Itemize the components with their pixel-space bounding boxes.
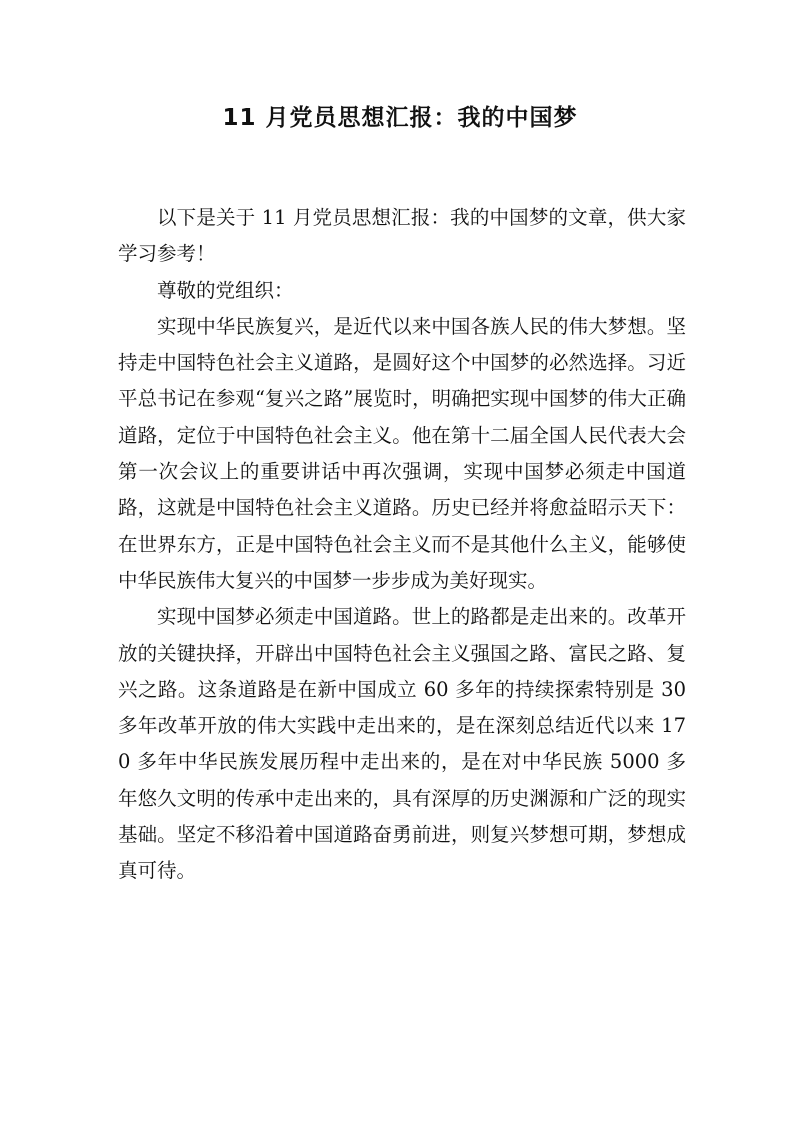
intro-paragraph: 以下是关于 11 月党员思想汇报：我的中国梦的文章，供大家学习参考！: [118, 206, 686, 266]
body-paragraph-1: 实现中华民族复兴，是近代以来中国各族人民的伟大梦想。坚持走中国特色社会主义道路，是圆好这个中国梦的必然选择。习近平总书记在参观“复兴之路”展览时，明确把实现中国梦的伟大正确道路，定位于中国特色社会主义。他在第十二届全国人民代表大会第一次会议上的重要讲话中再次强调，实现中国梦必须走中国道路，这就是中国特色社会主义道路。历史已经并将愈益昭示天下：在世界东方，正是中国特色社会主义而不是其他什么主义，能够使中华民族伟大复兴的中国梦一步步成为美好现实。: [118, 314, 686, 592]
document-title: 11 月党员思想汇报：我的中国梦: [222, 105, 578, 131]
salutation: 尊敬的党组织：: [157, 278, 294, 302]
document-body: [118, 200, 686, 890]
body-paragraph-2: 实现中国梦必须走中国道路。世上的路都是走出来的。改革开放的关键抉择，开辟出中国特色社会主义强国之路、富民之路、复兴之路。这条道路是在新中国成立 60 多年的持续探索特别是 30 多年改革开放的伟大实践中走出来的，是在深刻总结近代以来 170 多年中华民族发展历程中走出来的，是在对中华民族 5000 多年悠久文明的传承中走出来的，具有深厚的历史渊源和广泛的现实基础。坚定不移沿着中国道路奋勇前进，则复兴梦想可期，梦想成真可待。: [118, 605, 686, 883]
